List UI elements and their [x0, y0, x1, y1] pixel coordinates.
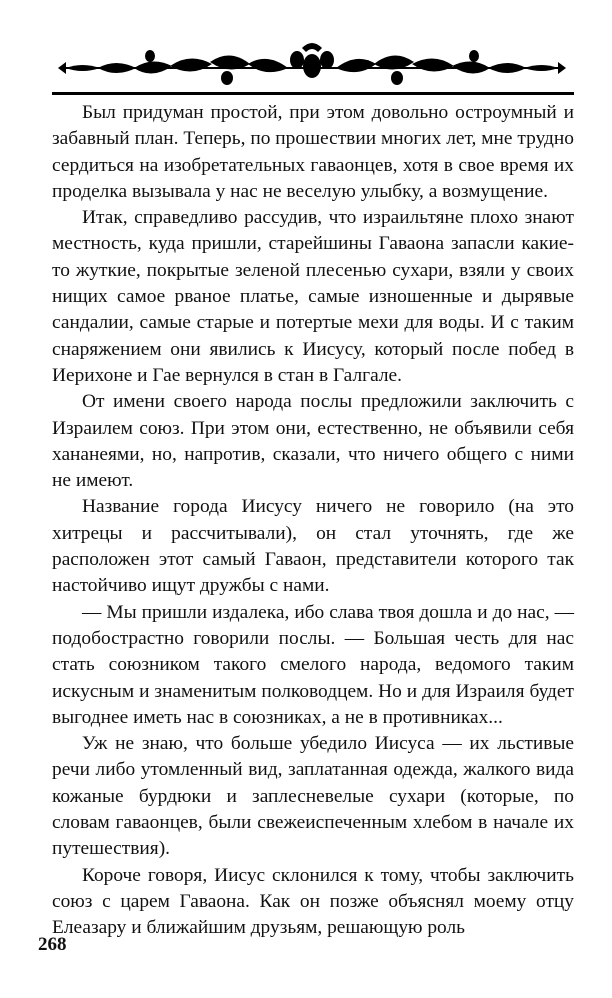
paragraph: Уж не знаю, что больше убедило Иисуса — их льстивые речи либо утомленный вид, заплатанная одежда, жалкого вида кожаные бурдюки и заплесневелые сухари (которые, по словам гаваонцев, были свежеиспеченным хлебом в начале их путешествия). — [52, 733, 574, 860]
page-number: 268 — [38, 934, 67, 955]
ornament-header — [52, 38, 572, 94]
header-rule — [52, 92, 574, 95]
paragraph: Был придуман простой, при этом довольно остроумный и забавный план. Теперь, по прошествии многих лет, мне трудно сердиться на изобретательных гаваонцев, хотя в свое время их проделка вызывала у нас не веселую улыбку, а возмущение. — [52, 102, 574, 202]
paragraph: Короче говоря, Иисус склонился к тому, чтобы заключить союз с царем Гаваона. Как он позже объяснял моему отцу Елеазару и ближайшим друзьям, решающую роль — [52, 864, 574, 939]
body-text — [52, 100, 574, 942]
paragraph: — Мы пришли издалека, ибо слава твоя дошла и до нас, — подобострастно говорили послы. — Большая честь для нас стать союзником такого смелого народа, ведомого таким искусным и знаменитым полководцем. Но и для Израиля будет выгоднее иметь нас в союзниках, а не в противниках... — [52, 601, 574, 728]
paragraph: Название города Иисусу ничего не говорило (на это хитрецы и рассчитывали), он стал уточнять, где же расположен этот самый Гаваон, представители которого так настойчиво ищут дружбы с нами. — [52, 496, 574, 597]
paragraph: Итак, справедливо рассудив, что израильтяне плохо знают местность, куда пришли, старейшины Гаваона запасли какие-то жуткие, покрытые зеленой плесенью сухари, взяли у своих нищих самое рваное платье, самые изношенные и дырявые сандалии, самые старые и потертые мехи для воды. И с таким снаряжением они явились к Иисусу, который после побед в Иерихоне и Гае вернулся в стан в Галгале. — [52, 207, 574, 386]
paragraph: От имени своего народа послы предложили заключить с Израилем союз. При этом они, естественно, не объявили себя хананеями, но, напротив, сказали, что ничего общего с ними не имеют. — [52, 391, 574, 492]
